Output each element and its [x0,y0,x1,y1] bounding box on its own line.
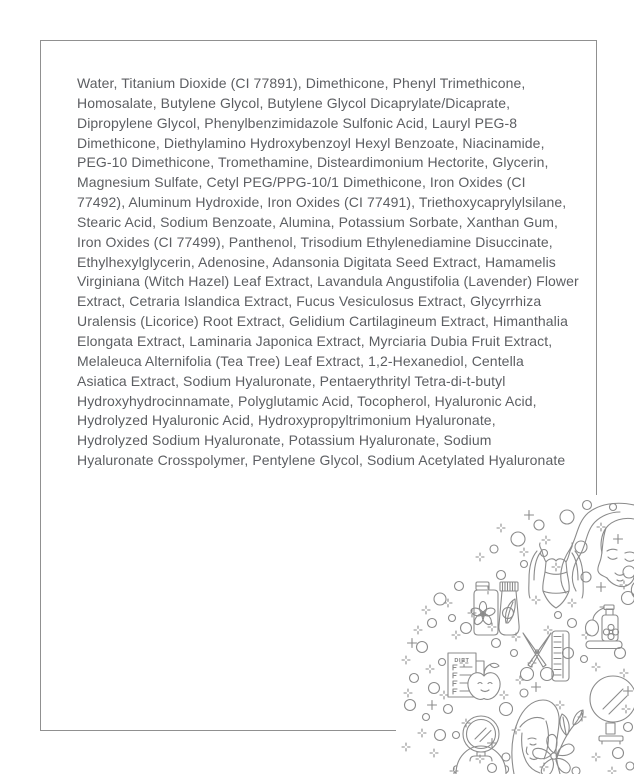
ingredients-line: Iron Oxides (CI 77499), Panthenol, Trisodium Ethylenediamine Disuccinate, [77,233,553,250]
ingredients-line: Hydrolyzed Hyaluronic Acid, Hydroxypropyltrimonium Hyaluronate, [77,412,496,429]
ingredients-line: Elongata Extract, Laminaria Japonica Extract, Myrciaria Dubia Fruit Extract, [77,332,553,349]
leaf-icon [556,710,583,761]
ingredients-list [77,74,589,471]
flower-icon [603,624,618,639]
ingredients-line: Hyaluronate Crosspolymer, Pentylene Glycol, Sodium Acetylated Hyaluronate [77,452,566,469]
ingredients-line: 77492), Aluminum Hydroxide, Iron Oxides (CI 77491), Triethoxycaprylylsilane, [77,194,567,211]
ingredients-line: Magnesium Sulfate, Cetyl PEG/PPG-10/1 Dimethicone, Iron Oxides (CI [77,174,526,191]
scissors-icon [521,633,554,681]
ingredients-line: Dimethicone, Diethylamino Hydroxybenzoyl Hexyl Benzoate, Niacinamide, [77,134,545,151]
diet-label: DIET [454,658,470,664]
ingredients-line: Homosalate, Butylene Glycol, Butylene Glycol Dicaprylate/Dicaprate, [77,94,511,111]
perfume-atomizer-icon [586,605,623,649]
ingredients-line: Hydrolyzed Sodium Hyaluronate, Potassium Hyaluronate, Sodium [77,432,492,449]
woman-hair-icon [512,700,560,774]
head-icon [453,746,508,774]
ingredients-line: Water, Titanium Dioxide (CI 77891), Dimethicone, Phenyl Trimethicone, [77,75,526,91]
ingredients-line: Melaleuca Alternifolia (Tea Tree) Leaf Extract, 1,2-Hexanediol, Centella [77,352,524,369]
ingredients-line: Extract, Cetraria Islandica Extract, Fucus Vesiculosus Extract, Glycyrrhiza [77,293,542,310]
beauty-illustration-svg [396,495,634,774]
ingredients-line: Stearic Acid, Sodium Benzoate, Alumina, Potassium Sorbate, Xanthan Gum, [77,213,559,230]
comb-icon [552,631,569,681]
bikini-body-icon [529,543,584,608]
ingredients-line: Ethylhexylglycerin, Adenosine, Adansonia Digitata Seed Extract, Hamamelis [77,253,556,270]
ingredients-line: Hydroxyhydrocinnamate, Polyglutamic Acid, Tocopherol, Hyaluronic Acid, [77,392,537,409]
sparkles-decoration [402,511,633,774]
ingredients-line: Uralensis (Licorice) Root Extract, Gelidium Cartilagineum Extract, Himanthalia [77,313,568,330]
cosmetic-tube-icon [499,582,519,635]
standing-mirror-icon [590,676,634,744]
ingredients-line: Virginiana (Witch Hazel) Leaf Extract, Lavandula Angustifolia (Lavender) Flower [77,273,579,290]
ingredients-line: Dipropylene Glycol, Phenylbenzimidazole Sulfonic Acid, Lauryl PEG-8 [77,114,518,131]
flower-icon [531,734,575,774]
ingredients-line: PEG-10 Dimethicone, Tromethamine, Disteardimonium Hectorite, Glycerin, [77,154,549,171]
ingredients-line: Asiatica Extract, Sodium Hyaluronate, Pentaerythrityl Tetra-di-t-butyl [77,372,506,389]
beauty-illustration [396,495,634,774]
